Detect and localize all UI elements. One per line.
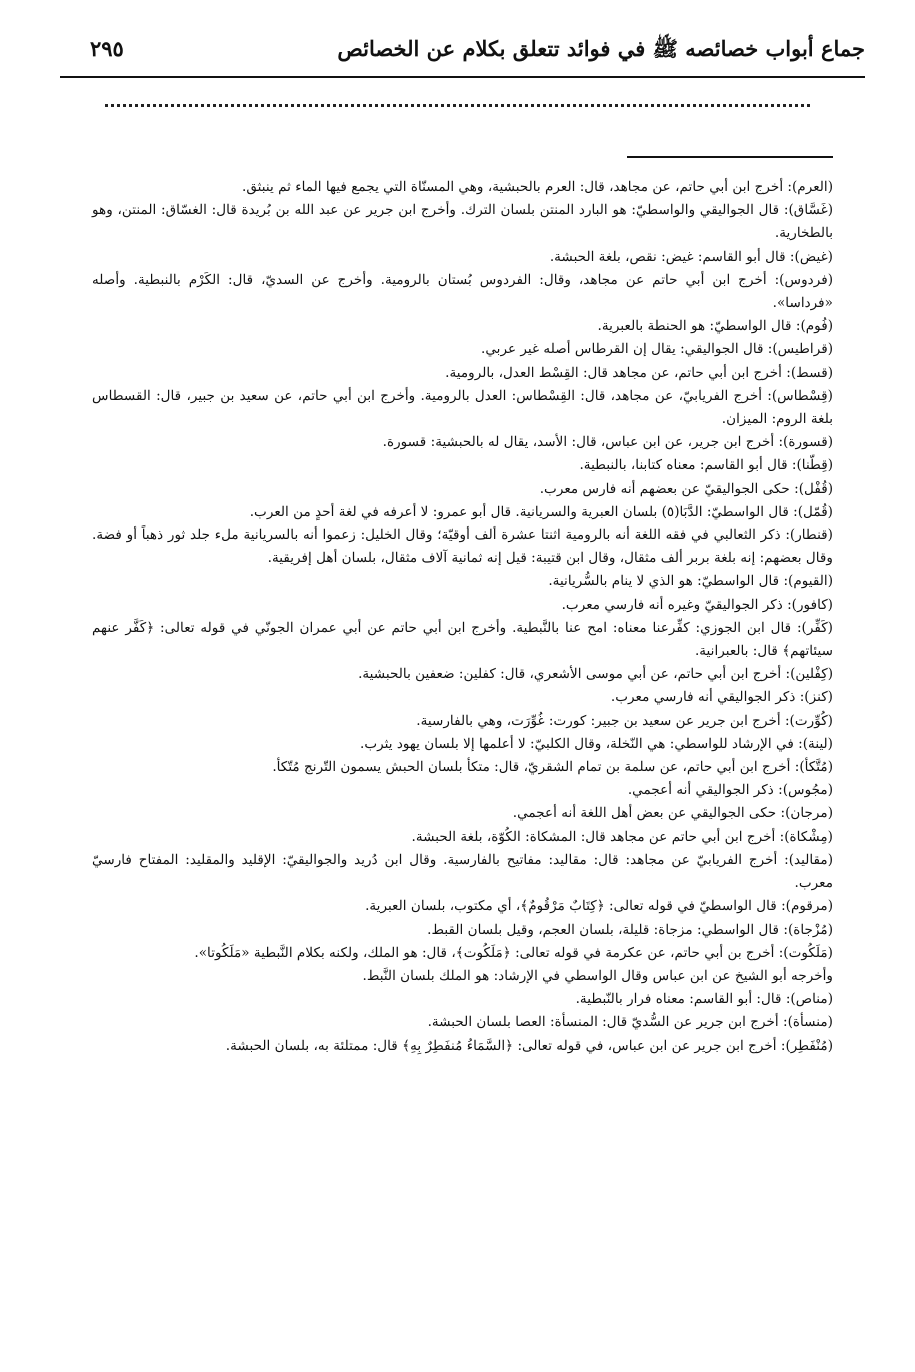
glossary-entry: (قسورة): أخرج ابن جرير، عن ابن عباس، قال: الأسد، يقال له بالحبشية: قسورة. bbox=[382, 434, 833, 451]
glossary-entry: (كُوِّرت): أخرج ابن جرير عن سعيد بن جبير: كورت: غُوِّرَت، وهي بالفارسية. bbox=[416, 712, 833, 729]
section-rule bbox=[627, 156, 833, 158]
glossary-entry: (فُوم): قال الواسطيّ: هو الحنطة بالعبرية. bbox=[597, 318, 833, 335]
glossary-entry: (القيوم): قال الواسطيّ: هو الذي لا ينام بالسُّريانية. bbox=[548, 573, 833, 590]
glossary-entry: (قِسْطاس): أخرج الفريابيّ، عن مجاهد، قال: القِسْطاس: العدل بالرومية. وأخرج ابن أبي حاتم، عن سعيد بن جبير، قال: القسطاس بلغة الروم: الميزان. bbox=[92, 387, 833, 428]
glossary-entry: (قنطار): ذكر الثعالبي في فقه اللغة أنه بالرومية اثنتا عشرة ألف أوقيّة؛ وقال الخليل: زعموا أنه بالسريانية ملء جلد ثور ذهباً أو فضة. وقال بعضهم: إنه بلغة بربر ألف مثقال، وقال ابن قتيبة: قيل إنه ثمانية آلاف مثقال، بلسان أهل إفريقية. bbox=[92, 527, 833, 567]
glossary-entry: (مُنْفَطِر): أخرج ابن جرير عن ابن عباس، في قوله تعالى: ﴿السَّمَاءُ مُنفَطِرٌ بِهِ﴾ قال: ممتلئة به، بلسان الحبشة. bbox=[225, 1037, 833, 1054]
glossary-entry: (فردوس): أخرج ابن أبي حاتم عن مجاهد، وقال: الفردوس بُستان بالرومية. وأخرج عن السديّ، قال: الكَرْم بالنبطية. وأصله «فرداسا». bbox=[92, 271, 833, 312]
glossary-entry: (قسط): أخرج ابن أبي حاتم، عن مجاهد قال: القِسْط العدل، بالرومية. bbox=[445, 364, 833, 381]
glossary-entry: (مناص): قال: أبو القاسم: معناه فرار بالنّبطية. bbox=[575, 991, 833, 1008]
glossary-entry: وأخرجه أبو الشيخ عن ابن عباس وقال الواسطي في الإرشاد: هو الملك بلسان النَّبط. bbox=[362, 967, 833, 984]
glossary-entry: (مَلَكُوت): أخرج بن أبي حاتم، عن عكرمة في قوله تعالى: ﴿مَلَكُوت﴾، قال: هو الملك، ولكنه بكلام النَّبطية «مَلَكُوتا». bbox=[194, 944, 833, 961]
glossary-entry: (العرم): أخرج ابن أبي حاتم، عن مجاهد، قال: العرم بالحبشية، وهي المسنّاة التي يجمع فيها الماء ثم ينبثق. bbox=[242, 179, 833, 195]
glossary-entry: (قُمّل): قال الواسطيّ: الدَّبَا(٥) بلسان العبرية والسريانية. قال أبو عمرو: لا أعرفه في لغة أحدٍ من العرب. bbox=[249, 503, 833, 520]
glossary-entry: (مجُوس): ذكر الجواليقي أنه أعجمي. bbox=[627, 782, 833, 799]
glossary-entry: (كنز): ذكر الجواليقي أنه فارسي معرب. bbox=[610, 689, 833, 706]
page-header bbox=[60, 30, 865, 78]
glossary-entry: (مُزْجاة): قال الواسطي: مزجاة: قليلة، بلسان العجم، وقيل بلسان القبط. bbox=[427, 921, 833, 938]
glossary-entry: (غَسَّاق): قال الجواليقي والواسطيّ: هو البارد المنتن بلسان الترك. وأخرج ابن جرير عن عبد الله بن بُريدة قال: الغسّاق: المنتن، وهو بالطخارية. bbox=[92, 202, 833, 242]
glossary-entry: (كِفْلين): أخرج ابن أبي حاتم، عن أبي موسى الأشعري، قال: كفلين: ضعفين بالحبشية. bbox=[358, 666, 833, 683]
running-title: جماع أبواب خصائصه ﷺ في فوائد تتعلق بكلام عن الخصائص bbox=[337, 36, 865, 61]
page-number: ٢٩٥ bbox=[90, 36, 124, 61]
glossary-entry: (مِشْكاة): أخرج ابن أبي حاتم عن مجاهد قال: المشكاة: الكُوّة، بلغة الحبشة. bbox=[411, 828, 833, 845]
glossary-entry: (غيض): قال أبو القاسم: غيض: نقص، بلغة الحبشة. bbox=[549, 248, 833, 265]
glossary-entry: (لينة): في الإرشاد للواسطي: هي النّخلة، وقال الكلبيّ: لا أعلمها إلا بلسان يهود يثرب. bbox=[360, 735, 833, 752]
glossary-entry: (قِطّنا): قال أبو القاسم: معناه كتابنا، بالنبطية. bbox=[579, 457, 833, 474]
glossary-entry: (كَفِّر): قال ابن الجوزي: كفِّرعنا معناه: امح عنا بالنَّبطية. وأخرج ابن أبي حاتم عن أبي عمران الجونّي في قوله تعالى: ﴿كَفَّر عنهم سيئاتهم﴾ قال: بالعبرانية. bbox=[92, 619, 833, 660]
glossary-entry: (مرجان): حكى الجواليقي عن بعض أهل اللغة أنه أعجمي. bbox=[512, 805, 833, 822]
glossary-entry: (كافور): ذكر الجواليقيّ وغيره أنه فارسي معرب. bbox=[561, 596, 833, 613]
glossary-entry: (مقاليد): أخرج الفريابيّ عن مجاهد: قال: مقاليد: مفاتيح بالفارسية. وقال ابن دُريد والجواليقيّ: الإقليد والمقليد: المفتاح فارسيّ معرب. bbox=[92, 851, 833, 892]
glossary-entry: (قُفْل): حكى الجواليقيّ عن بعضهم أنه فارس معرب. bbox=[539, 480, 833, 497]
dotted-separator bbox=[105, 104, 810, 113]
glossary-entry: (مُتَّكأ): أخرج ابن أبي حاتم، عن سلمة بن تمام الشقريّ، قال: متكأ بلسان الحبش يسمون التّرنج مُتّكأ. bbox=[272, 759, 833, 776]
glossary-entry: (مرقوم): قال الواسطيّ في قوله تعالى: ﴿كِتَابٌ مَرْقُومٌ﴾، أي مكتوب، بلسان العبرية. bbox=[365, 898, 833, 915]
glossary-entry: (قراطيس): قال الجواليقي: يقال إن القرطاس أصله غير عربي. bbox=[481, 341, 833, 358]
glossary-entry: (منسأة): أخرج ابن جرير عن السُّديّ قال: المنسأة: العصا بلسان الحبشة. bbox=[427, 1014, 833, 1031]
glossary-entries bbox=[92, 176, 833, 1058]
